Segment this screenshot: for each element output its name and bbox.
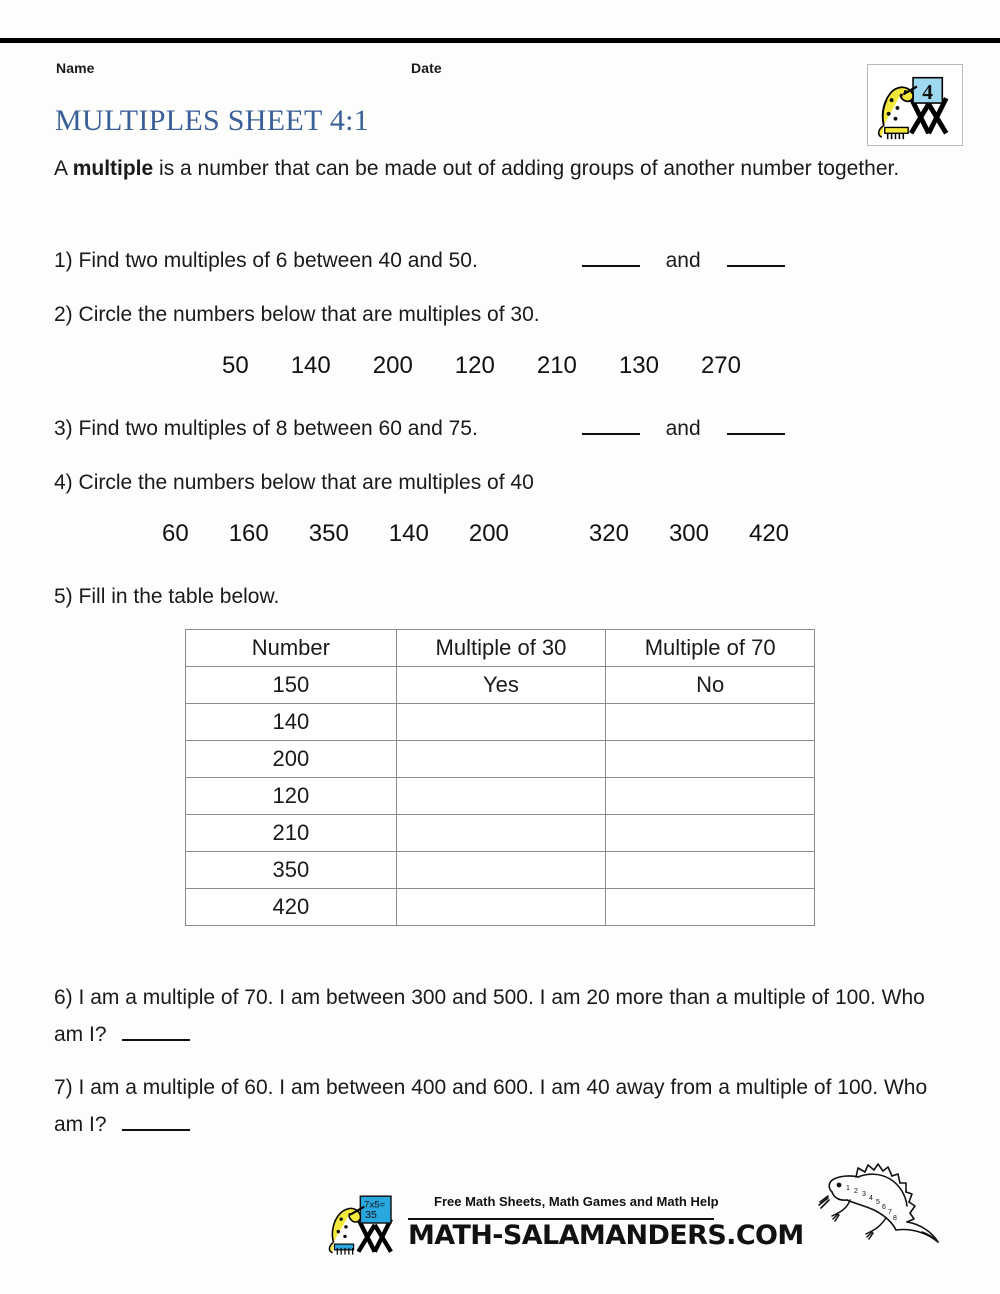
circle-candidate[interactable]: 420 <box>748 520 790 547</box>
question-6-answer-blank[interactable] <box>122 1022 190 1041</box>
salamander-outline-icon <box>810 1148 950 1253</box>
svg-text:1: 1 <box>846 1185 850 1192</box>
question-2-number: 2) <box>54 303 73 326</box>
page-title: MULTIPLES SHEET 4:1 <box>55 104 370 137</box>
cell-multiple-70[interactable] <box>606 815 815 852</box>
question-6-text: I am a multiple of 70. I am between 300 and 500. I am 20 more than a multiple of 100. Who am I? <box>54 986 925 1046</box>
cell-multiple-30[interactable] <box>396 704 606 741</box>
question-4-text: Circle the numbers below that are multiples of 40 <box>78 471 534 494</box>
question-5-number: 5) <box>54 585 73 608</box>
definition-suffix: is a number that can be made out of adding groups of another number together. <box>153 157 900 180</box>
question-3-blank-a[interactable] <box>582 416 640 435</box>
board-text-line1: 7x5= <box>364 1199 386 1211</box>
table-row <box>186 889 815 926</box>
circle-candidate[interactable]: 50 <box>222 352 249 379</box>
cell-number: 350 <box>186 852 397 889</box>
multiples-table <box>185 629 815 926</box>
column-header-number: Number <box>186 630 397 667</box>
grade-logo <box>867 64 963 146</box>
cell-number: 200 <box>186 741 397 778</box>
cell-multiple-70[interactable] <box>606 704 815 741</box>
table-row <box>186 815 815 852</box>
circle-candidate[interactable]: 200 <box>468 520 509 547</box>
svg-text:8: 8 <box>893 1215 897 1222</box>
cell-multiple-70[interactable] <box>606 889 815 926</box>
cell-multiple-30[interactable] <box>396 852 606 889</box>
cell-multiple-30[interactable] <box>396 815 606 852</box>
salamander-easel-grade-icon <box>868 65 962 145</box>
question-7-answer-blank[interactable] <box>122 1112 190 1131</box>
salamander-outline-drawing <box>810 1148 950 1253</box>
table-header-row <box>186 630 815 667</box>
question-3-conjunction: and <box>665 417 701 440</box>
svg-text:4: 4 <box>869 1195 873 1202</box>
table-row <box>186 704 815 741</box>
cell-multiple-70[interactable] <box>606 778 815 815</box>
cell-number: 150 <box>186 667 397 704</box>
question-3 <box>54 410 954 447</box>
cell-number: 420 <box>186 889 397 926</box>
question-4-number: 4) <box>54 471 73 494</box>
definition-term: multiple <box>72 157 154 180</box>
circle-candidate[interactable]: 270 <box>700 352 741 379</box>
circle-candidate[interactable]: 320 <box>588 520 629 547</box>
question-7-text: I am a multiple of 60. I am between 400 and 600. I am 40 away from a multiple of 100. Who am I? <box>54 1076 928 1136</box>
table-row <box>186 741 815 778</box>
question-1-number: 1) <box>54 249 73 272</box>
question-1 <box>54 242 954 279</box>
definition-prefix: A <box>54 157 73 180</box>
question-7-number: 7) <box>54 1076 73 1099</box>
question-3-text: Find two multiples of 8 between 60 and 75. <box>78 417 478 440</box>
svg-text:6: 6 <box>882 1204 886 1211</box>
question-4 <box>54 464 954 501</box>
top-divider-rule <box>0 38 1000 43</box>
circle-candidate[interactable]: 300 <box>668 520 709 547</box>
cell-number: 140 <box>186 704 397 741</box>
question-1-conjunction: and <box>665 249 701 272</box>
footer-tagline: Free Math Sheets, Math Games and Math Help <box>434 1194 719 1209</box>
salamander-number-labels <box>846 1185 897 1222</box>
circle-candidate[interactable]: 130 <box>618 352 659 379</box>
svg-text:2: 2 <box>854 1188 858 1195</box>
footer-website-url[interactable]: MATH-SALAMANDERS.COM <box>408 1220 804 1251</box>
column-header-multiple-30: Multiple of 30 <box>396 630 606 667</box>
question-1-blank-b[interactable] <box>727 248 785 267</box>
name-label: Name <box>56 60 95 76</box>
question-1-blank-a[interactable] <box>582 248 640 267</box>
circle-candidate[interactable]: 210 <box>536 352 577 379</box>
column-header-multiple-70: Multiple of 70 <box>606 630 815 667</box>
cell-multiple-70[interactable] <box>606 852 815 889</box>
question-1-text: Find two multiples of 6 between 40 and 50. <box>78 249 478 272</box>
question-2-text: Circle the numbers below that are multiples of 30. <box>78 303 540 326</box>
cell-multiple-70[interactable]: No <box>606 667 815 704</box>
cell-number: 210 <box>186 815 397 852</box>
cell-multiple-30[interactable]: Yes <box>396 667 606 704</box>
svg-text:3: 3 <box>862 1191 866 1198</box>
cell-multiple-70[interactable] <box>606 741 815 778</box>
circle-candidate[interactable]: 140 <box>388 520 429 547</box>
grade-number: 4 <box>922 80 934 105</box>
svg-text:7: 7 <box>888 1209 892 1216</box>
definition-paragraph <box>54 150 944 187</box>
cell-multiple-30[interactable] <box>396 889 606 926</box>
circle-candidate[interactable]: 160 <box>228 520 269 547</box>
cell-number: 120 <box>186 778 397 815</box>
footer-brand-logo[interactable] <box>322 1188 804 1260</box>
circle-candidate[interactable]: 140 <box>290 352 331 379</box>
question-7 <box>54 1069 934 1143</box>
table-row <box>186 667 815 704</box>
circle-candidate[interactable]: 350 <box>308 520 349 547</box>
question-2 <box>54 296 954 333</box>
question-6 <box>54 979 934 1053</box>
svg-text:5: 5 <box>876 1199 880 1206</box>
cell-multiple-30[interactable] <box>396 778 606 815</box>
table-row <box>186 852 815 889</box>
circle-candidate[interactable]: 120 <box>454 352 495 379</box>
date-label: Date <box>411 60 442 76</box>
question-6-number: 6) <box>54 986 73 1009</box>
circle-candidate[interactable]: 200 <box>372 352 413 379</box>
salamander-easel-icon <box>322 1188 414 1258</box>
question-3-blank-b[interactable] <box>727 416 785 435</box>
question-5-text: Fill in the table below. <box>78 585 280 608</box>
question-3-number: 3) <box>54 417 73 440</box>
cell-multiple-30[interactable] <box>396 741 606 778</box>
question-4-number-row <box>162 520 789 548</box>
table-row <box>186 778 815 815</box>
board-text-line2: 35 <box>365 1209 377 1222</box>
question-2-number-row <box>222 352 741 380</box>
question-5 <box>54 578 954 615</box>
circle-candidate[interactable]: 60 <box>162 520 189 547</box>
